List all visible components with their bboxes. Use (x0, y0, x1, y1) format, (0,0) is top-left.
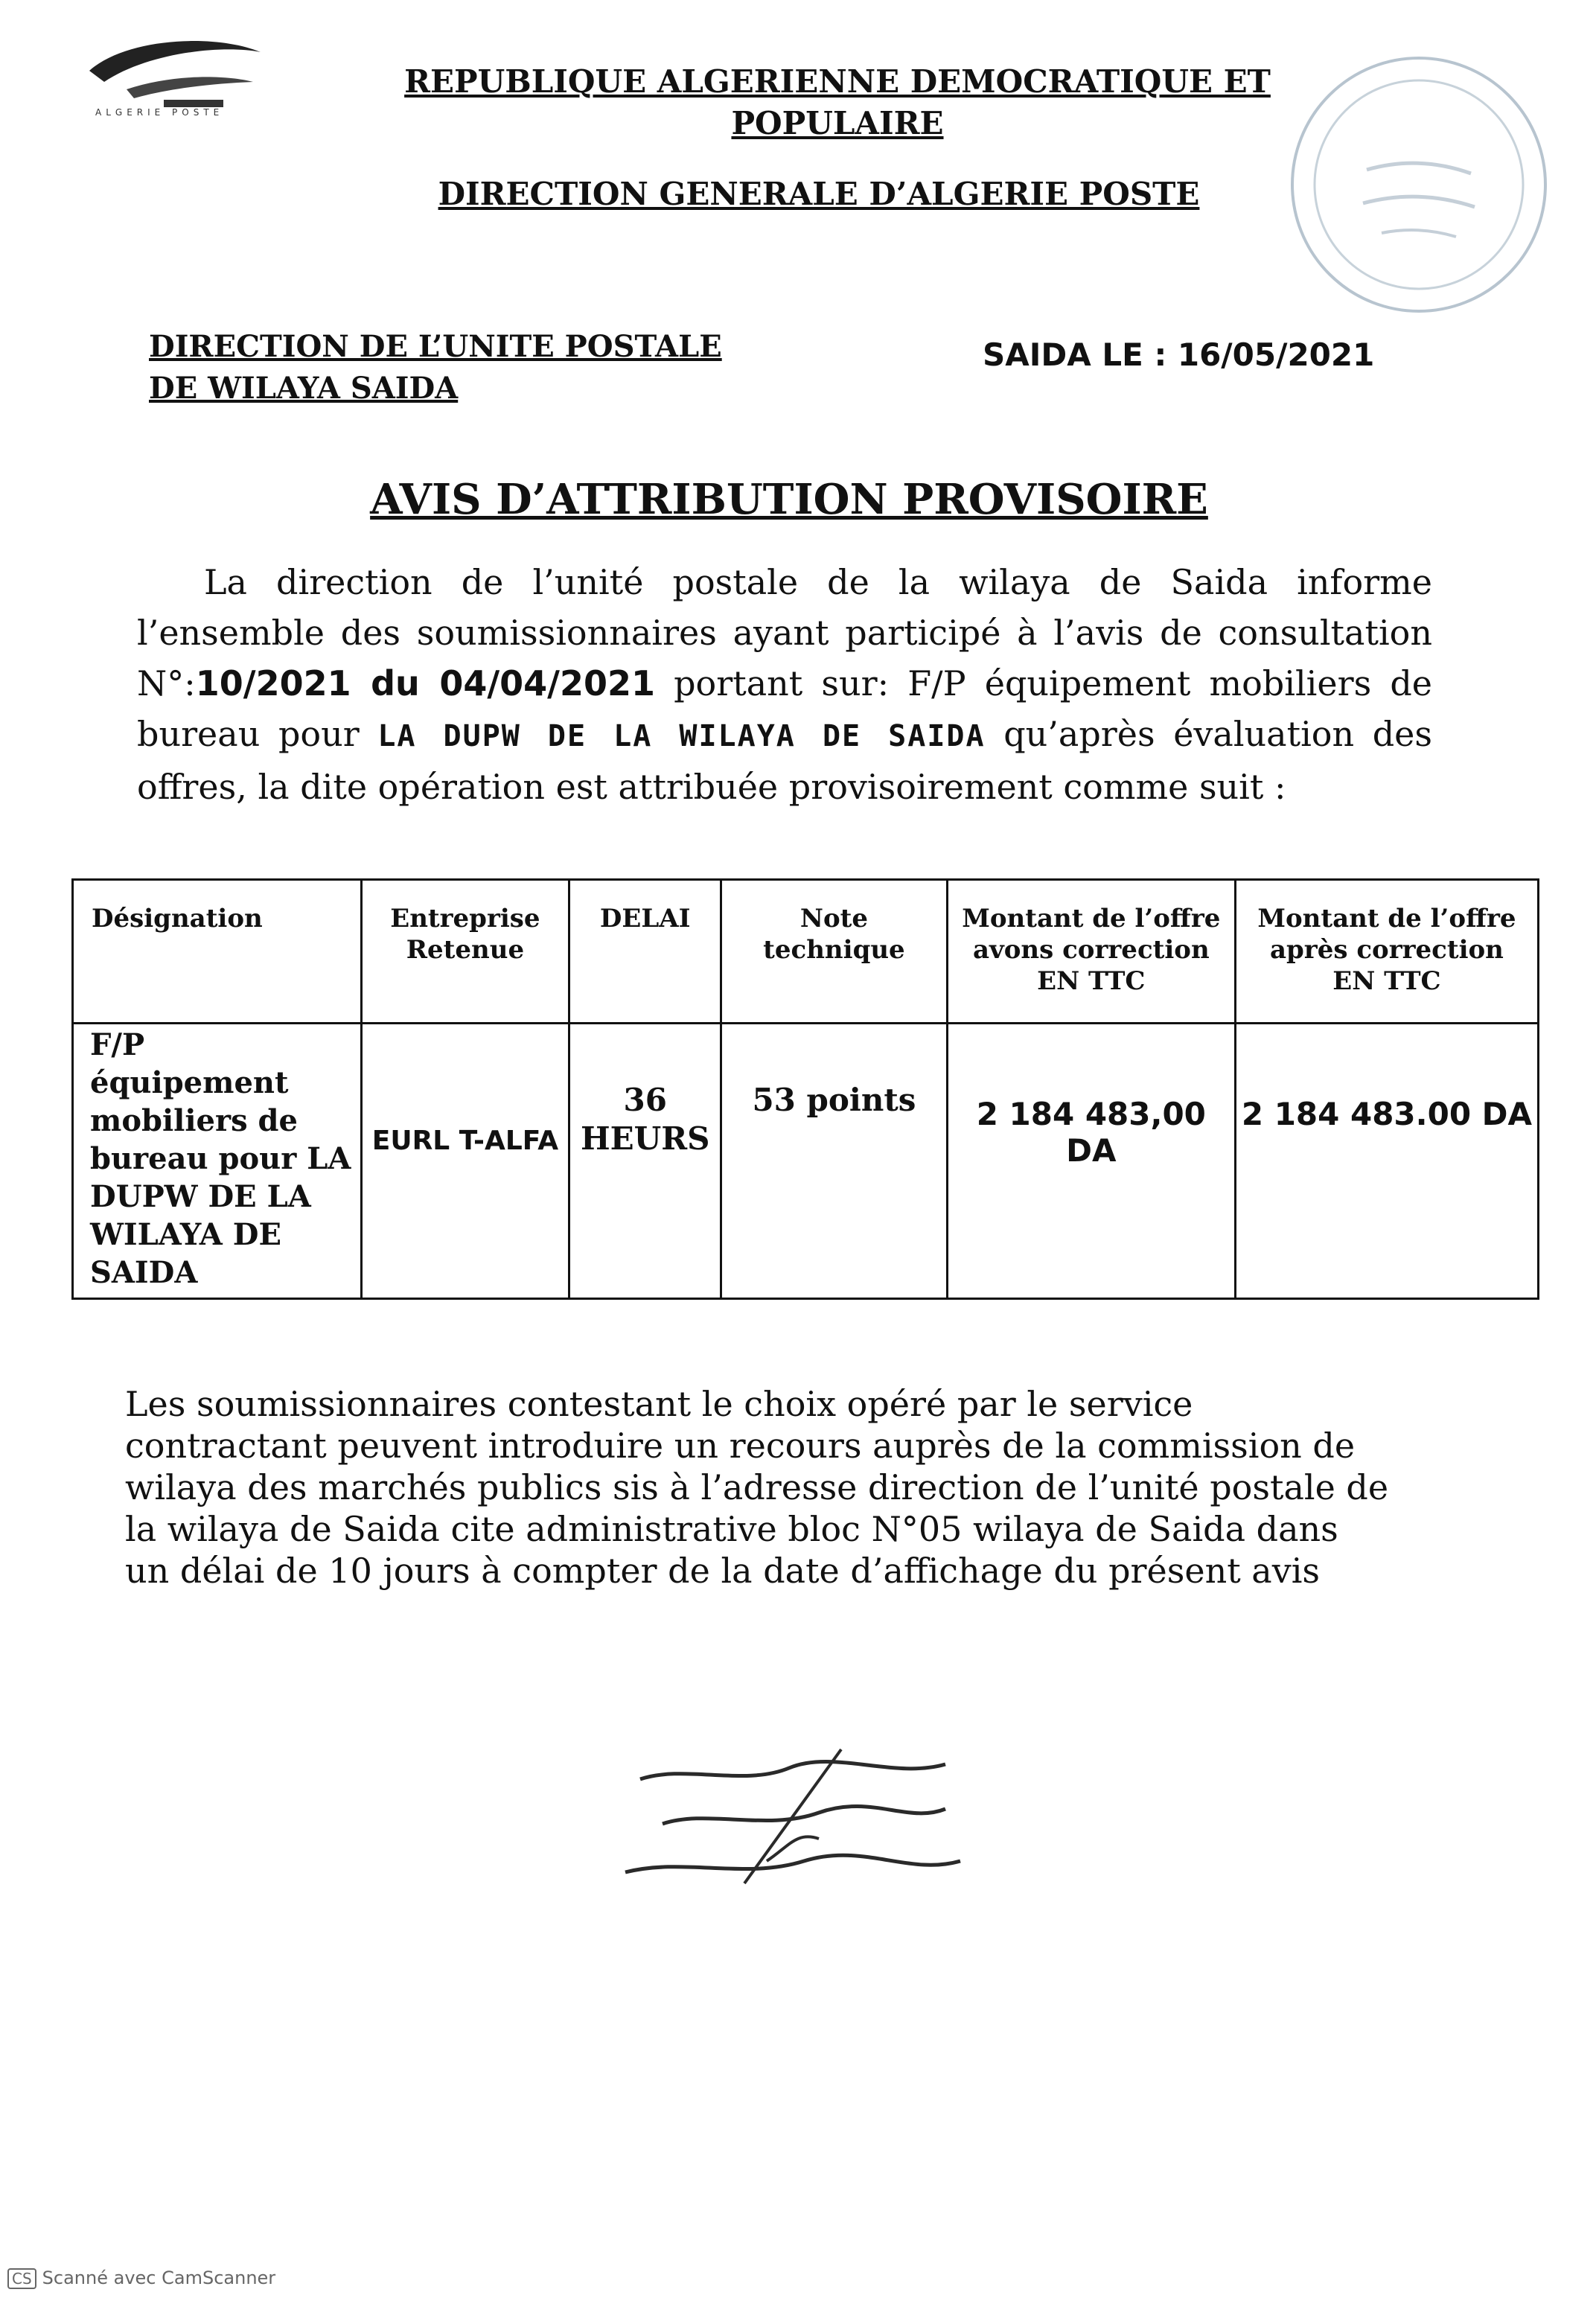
scanner-footer (7, 2268, 275, 2289)
direction-generale: DIRECTION GENERALE D’ALGERIE POSTE (438, 176, 1200, 212)
header-montant-apres: Montant de l’offre après correction EN TTC (1235, 880, 1538, 1024)
intro-du: du (351, 663, 440, 703)
sender-line-1: DIRECTION DE L’UNITE POSTALE (149, 329, 722, 364)
cell-delai: 36 HEURS (569, 1024, 721, 1299)
algerie-poste-logo (82, 30, 268, 127)
cell-note: 53 points (721, 1024, 948, 1299)
intro-text-1: La direction de l’unité postale de la wilaya de Saida informe l’ensemble des soumissionnaires ayant participé à l’avis de consultation N°: (137, 562, 1432, 703)
header-delai: DELAI (569, 880, 721, 1024)
republic-line-1: REPUBLIQUE ALGERIENNE DEMOCRATIQUE ET (404, 63, 1271, 100)
round-seal-icon (1277, 43, 1560, 326)
table-header-row (73, 880, 1539, 1024)
header-note: Note technique (721, 880, 948, 1024)
attribution-table (71, 878, 1539, 1300)
intro-text-2: portant sur: F/P équipement mobiliers de bureau pour (137, 663, 1432, 754)
cell-entreprise: EURL T-ALFA (361, 1024, 569, 1299)
header-entreprise: Entreprise Retenue (361, 880, 569, 1024)
cell-designation: F/P équipement mobiliers de bureau pour LA DUPW DE LA WILAYA DE SAIDA (73, 1024, 362, 1299)
sender-line-2: DE WILAYA SAIDA (149, 371, 459, 406)
consultation-number: 10/2021 (195, 663, 351, 703)
republic-line-2: POPULAIRE (731, 105, 944, 141)
intro-paragraph (137, 557, 1432, 812)
republic-header (372, 61, 1303, 144)
signature-icon (596, 1734, 998, 1913)
document-title: AVIS D’ATTRIBUTION PROVISOIRE (370, 475, 1208, 524)
cell-montant-apres: 2 184 483.00 DA (1235, 1024, 1538, 1299)
footer-text: Scanné avec CamScanner (42, 2268, 276, 2288)
official-stamp (1277, 43, 1560, 326)
table-row (73, 1024, 1539, 1299)
logo-swoosh-icon (82, 30, 268, 112)
logo-caption: ALGERIE POSTE (95, 107, 224, 118)
cell-montant-avant: 2 184 483,00 DA (947, 1024, 1235, 1299)
intro-text-3: qu’après évaluation des offres, la dite opération est attribuée provisoirement comme suit : (137, 714, 1432, 807)
header-designation: Désignation (73, 880, 362, 1024)
sender-block (149, 326, 722, 409)
document-date: SAIDA LE : 16/05/2021 (983, 336, 1375, 373)
consultation-date: 04/04/2021 (439, 663, 655, 703)
handwritten-signature (596, 1734, 998, 1913)
closing-paragraph: Les soumissionnaires contestant le choix opéré par le service contractant peuvent introduire un recours auprès de la commission de wilaya des marchés publics sis à l’adresse direction de l’unité postale de la wilaya de Saida cite administrative bloc N°05 wilaya de Saida dans un délai de 10 jours à compter de la date d’affichage du présent avis (125, 1384, 1389, 1591)
beneficiary-caps: LA DUPW DE LA WILAYA DE SAIDA (377, 719, 986, 753)
header-montant-avant: Montant de l’offre avons correction EN TTC (947, 880, 1235, 1024)
camscanner-icon: CS (7, 2268, 36, 2289)
